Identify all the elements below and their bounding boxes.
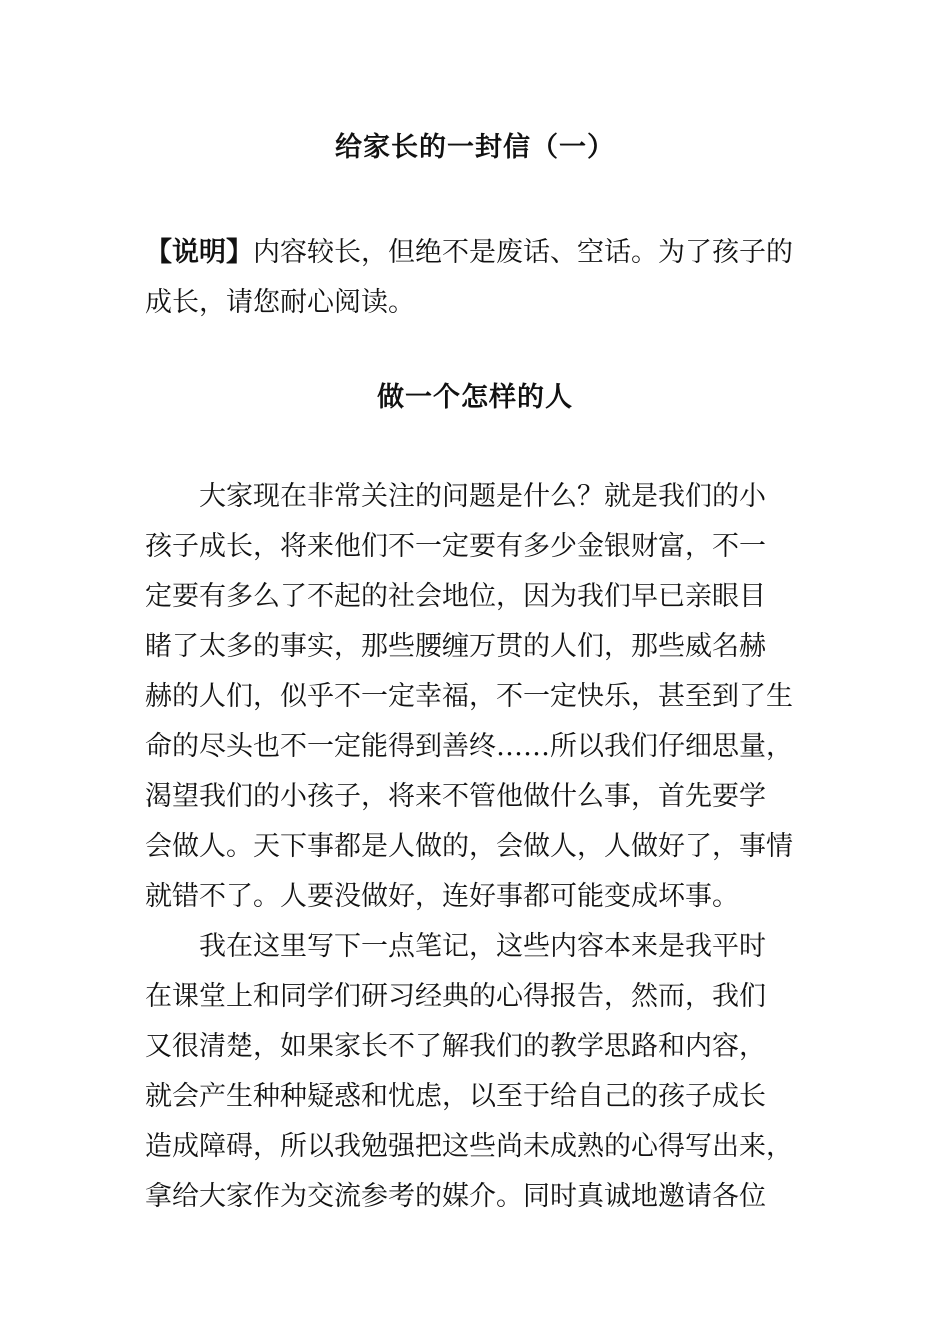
body-line: 会做人。天下事都是人做的，会做人，人做好了，事情 <box>145 831 793 862</box>
body-line: 就会产生种种疑惑和忧虑，以至于给自己的孩子成长 <box>145 1081 766 1112</box>
body-line: 我在这里写下一点笔记，这些内容本来是我平时 <box>145 931 766 962</box>
body-line: 又很清楚，如果家长不了解我们的教学思路和内容， <box>145 1031 766 1062</box>
body-line: 定要有多么了不起的社会地位，因为我们早已亲眼目 <box>145 581 766 612</box>
body-line: 大家现在非常关注的问题是什么？就是我们的小 <box>145 481 766 512</box>
note-text: 内容较长，但绝不是废话、空话。为了孩子的成长，请您耐心阅读。 <box>145 237 793 318</box>
body-line: 就错不了。人要没做好，连好事都可能变成坏事。 <box>145 881 739 912</box>
note-label: 【说明】 <box>145 237 253 268</box>
section-title: 做一个怎样的人 <box>377 382 573 413</box>
body-line: 在课堂上和同学们研习经典的心得报告，然而，我们 <box>145 981 766 1012</box>
body-line: 造成障碍，所以我勉强把这些尚未成熟的心得写出来， <box>145 1131 793 1162</box>
body-line: 拿给大家作为交流参考的媒介。同时真诚地邀请各位 <box>145 1181 766 1212</box>
note-paragraph <box>145 228 817 328</box>
body-line: 睹了太多的事实，那些腰缠万贯的人们，那些威名赫 <box>145 631 766 662</box>
body-line: 命的尽头也不一定能得到善终……所以我们仔细思量， <box>145 731 793 762</box>
body-line: 赫的人们，似乎不一定幸福，不一定快乐，甚至到了生 <box>145 681 793 712</box>
document-title: 给家长的一封信（一） <box>335 132 615 163</box>
body-line: 渴望我们的小孩子，将来不管他做什么事，首先要学 <box>145 781 766 812</box>
body-line: 孩子成长，将来他们不一定要有多少金银财富，不一 <box>145 531 766 562</box>
